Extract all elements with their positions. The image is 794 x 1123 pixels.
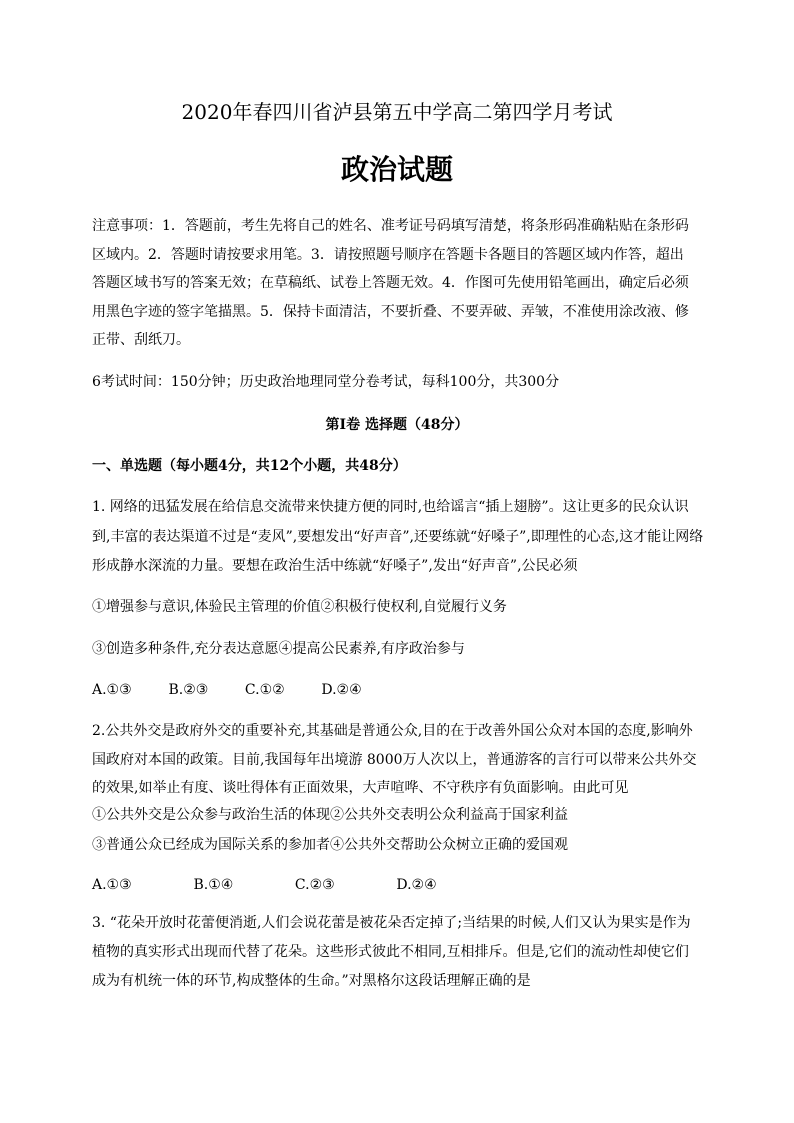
exam-title: 2020年春四川省泸县第五中学高二第四学月考试 [181,100,613,124]
q2-option-c[interactable]: C.②③ [294,877,335,893]
section-subtitle: 一、单选题（每小题4分，共12个小题，共48分） [92,458,407,474]
q1-options [92,683,362,697]
q2-stem-line: 2.公共外交是政府外交的重要补充,其基础是普通公众,目的在于改善外国公众对本国的态度,影响外 [92,723,693,739]
q2-statements: ③普通公众已经成为国际关系的参加者④公共外交帮助公众树立正确的爱国观 [92,837,568,853]
q1-statements: ①增强参与意识,体验民主管理的价值②积极行使权利,自觉履行义务 [92,599,507,615]
notes-line: 用黑色字迹的签字笔描黑。5．保持卡面清洁，不要折叠、不要弄破、弄皱，不准使用涂改液、修 [92,304,689,320]
q2-stem-line: 国政府对本国的政策。目前,我国每年出境游 8000万人次以上，普通游客的言行可以带来公共外交 [92,752,697,768]
q2-stem-line: 的效果,如举止有度、谈吐得体有正面效果，大声喧哗、不守秩序有负面影响。由此可见 [92,780,629,796]
q2-option-a[interactable]: A.①③ [92,877,132,893]
q2-option-d[interactable]: D.②④ [396,877,437,893]
q1-option-b[interactable]: B.②③ [168,682,209,698]
q3-stem-line: 植物的真实形式出现而代替了花朵。这些形式彼此不相同,互相排斥。但是,它们的流动性却使它们 [92,944,689,960]
q1-stem-line: 1. 网络的迅猛发展在给信息交流带来快捷方便的同时,也给谣言“插上翅膀”。这让更多的民众认识 [92,499,689,515]
subject-title: 政治试题 [340,153,453,186]
q2-statements: ①公共外交是公众参与政治生活的体现②公共外交表明公众利益高于国家利益 [92,807,568,823]
notes-line: 正带、刮纸刀。 [92,332,190,348]
q2-option-b[interactable]: B.①④ [193,877,234,893]
q2-options [92,878,437,892]
notes-line: 注意事项：1．答题前，考生先将自己的姓名、准考证号码填写清楚，将条形码准确粘贴在条形码 [92,218,689,234]
q3-stem-line: 成为有机统一体的环节,构成整体的生命。”对黑格尔这段话理解正确的是 [92,973,531,989]
q3-stem-line: 3. “花朵开放时花蕾便消逝,人们会说花蕾是被花朵否定掉了;当结果的时候,人们又认为果实是作为 [92,915,691,931]
exam-time: 6考试时间：150分钟；历史政治地理同堂分卷考试，每科100分，共300分 [92,374,560,390]
section-title: 第Ⅰ卷 选择题（48分） [325,417,469,433]
q1-statements: ③创造多种条件,充分表达意愿④提高公民素养,有序政治参与 [92,641,465,657]
notes-line: 区域内。2．答题时请按要求用笔。3．请按照题号顺序在答题卡各题目的答题区域内作答，超出 [92,247,684,263]
q1-option-a[interactable]: A.①③ [92,682,132,698]
q1-option-c[interactable]: C.①② [244,682,285,698]
q1-option-d[interactable]: D.②④ [321,682,362,698]
notes-line: 答题区域书写的答案无效；在草稿纸、试卷上答题无效。4．作图可先使用铅笔画出，确定后必须 [92,275,689,291]
q1-stem-line: 形成静水深流的力量。要想在政治生活中练就“好嗓子”,发出“好声音”,公民必须 [92,558,578,574]
q1-stem-line: 到,丰富的表达渠道不过是“麦风”,要想发出“好声音”,还要练就“好嗓子”,即理性的心态,这才能让网络 [92,529,704,545]
